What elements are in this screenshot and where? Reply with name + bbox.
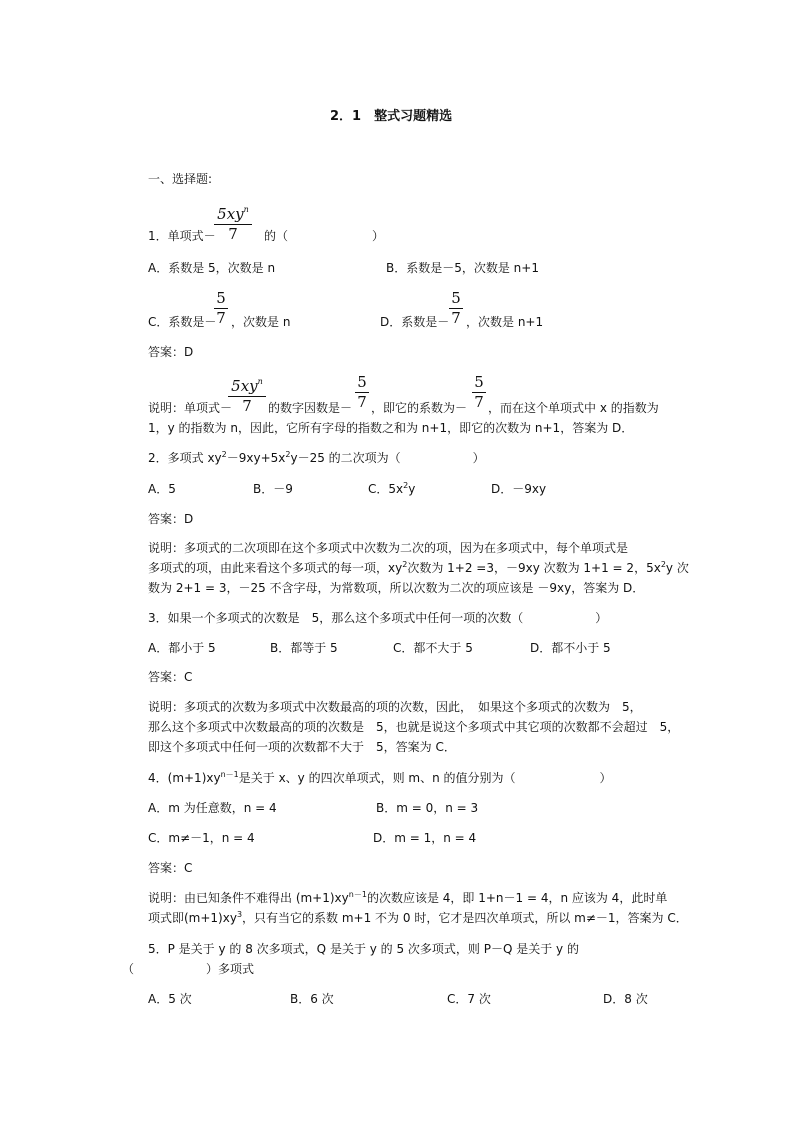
q2-explanation-line <box>148 561 689 575</box>
q4-stem-part: 4．(m+1)xy <box>148 771 221 785</box>
q2-stem-part: －9xy+5x <box>226 451 286 465</box>
q1-option-d-fraction <box>449 290 463 326</box>
superscript: n－1 <box>220 770 239 779</box>
fraction-denominator: 7 <box>357 393 367 411</box>
fraction-numerator: 5 <box>474 373 484 391</box>
q5-option-d: D．8 次 <box>603 992 648 1006</box>
q3-option-b: B．都等于 5 <box>270 641 338 655</box>
q3-option-a: A．都小于 5 <box>148 641 216 655</box>
q2-stem-part: 2．多项式 xy <box>148 451 222 465</box>
q5-option-a: A．5 次 <box>148 992 192 1006</box>
q5-stem: 5．P 是关于 y 的 8 次多项式，Q 是关于 y 的 5 次多项式，则 P－Q 是关于 y 的 <box>148 942 579 956</box>
fraction-numerator: 5xy <box>231 377 258 395</box>
fraction-denominator: 7 <box>451 309 461 327</box>
q2-option-c <box>368 482 415 496</box>
fraction-exponent: n <box>257 377 263 386</box>
q1-fraction-exponent: n <box>243 205 249 214</box>
q2-option-c-part: y <box>408 482 416 496</box>
q3-explanation-line: 说明：多项式的次数为多项式中次数最高的项的次数，因此， 如果这个多项式的次数为 5， <box>148 700 642 714</box>
q3-stem: 3．如果一个多项式的次数是 5，那么这个多项式中任何一项的次数（ ） <box>148 611 608 625</box>
q2-option-d: D．－9xy <box>491 482 547 496</box>
fraction-numerator: 5 <box>451 289 461 307</box>
q1-option-a: A．系数是 5，次数是 n <box>148 261 276 275</box>
q1-stem: 1．单项式－ <box>148 229 216 243</box>
q1-fraction-denominator: 7 <box>228 225 238 243</box>
q1-explanation-line: 1，y 的指数为 n，因此，它所有字母的指数之和为 n+1，即它的次数为 n+1，答案为 D． <box>148 421 634 435</box>
q1-explanation-fraction <box>228 374 266 414</box>
q1-explanation-part: 的数字因数是－ <box>268 401 353 415</box>
q5-option-b: B．6 次 <box>290 992 334 1006</box>
q1-explanation-part: ，即它的系数为－ <box>371 401 468 415</box>
fraction-denominator: 7 <box>216 309 226 327</box>
q4-option-b: B．m = 0，n = 3 <box>376 801 479 815</box>
q4-answer: 答案：C <box>148 861 193 875</box>
q2-option-b: B．－9 <box>253 482 293 496</box>
superscript: 2 <box>285 450 291 459</box>
superscript: 2 <box>660 560 666 569</box>
q4-explanation-part: 项式即(m+1)xy <box>148 911 237 925</box>
q1-explanation-fraction-3 <box>472 374 486 410</box>
q5-stem-continued: （ ）多项式 <box>122 962 255 976</box>
superscript: 2 <box>221 450 227 459</box>
superscript: n－1 <box>348 890 367 899</box>
q3-explanation-line: 即这个多项式中任何一项的次数都不大于 5，答案为 C． <box>148 740 456 754</box>
superscript: 2 <box>402 560 408 569</box>
superscript: 2 <box>403 481 409 490</box>
q1-explanation-fraction-2 <box>355 374 369 410</box>
q1-option-d-tail: ，次数是 n+1 <box>466 315 544 329</box>
q3-option-d: D．都不小于 5 <box>530 641 611 655</box>
q1-option-c: C．系数是－ <box>148 315 217 329</box>
fraction-denominator: 7 <box>474 393 484 411</box>
fraction-numerator: 5 <box>216 289 226 307</box>
q2-option-c-part: C．5x <box>368 482 404 496</box>
q4-option-a: A．m 为任意数，n = 4 <box>148 801 277 815</box>
q3-answer: 答案：C <box>148 670 193 684</box>
q4-explanation-line <box>148 911 688 925</box>
q4-stem-part: 是关于 x、y 的四次单项式，则 m、n 的值分别为（ ） <box>238 771 612 785</box>
q1-fraction-numerator: 5xy <box>217 205 244 223</box>
q2-explanation-part: 多项式的项，由此来看这个多项式的每一项，xy <box>148 561 403 575</box>
q1-option-c-tail: ，次数是 n <box>231 315 291 329</box>
q3-option-c: C．都不大于 5 <box>393 641 473 655</box>
superscript: 3 <box>236 910 243 919</box>
page-title: 2．1 整式习题精选 <box>330 109 453 124</box>
q2-explanation-line: 数为 2+1 = 3，－25 不含字母，为常数项，所以次数为二次的项应该是 －9xy，答案为 D． <box>148 581 645 595</box>
q2-stem-part: y－25 的二次项为（ ） <box>290 451 485 465</box>
fraction-numerator: 5 <box>357 373 367 391</box>
q1-option-d: D．系数是－ <box>380 315 450 329</box>
q5-option-c: C．7 次 <box>447 992 491 1006</box>
q1-fraction <box>214 202 252 242</box>
q1-explanation-start: 说明：单项式－ <box>148 401 233 415</box>
q2-answer: 答案：D <box>148 512 194 526</box>
q1-explanation-part: ，而在这个单项式中 x 的指数为 <box>488 401 659 415</box>
q4-stem <box>148 771 612 785</box>
q4-explanation-part: ，只有当它的系数 m+1 不为 0 时，它才是四次单项式，所以 m≠－1，答案为 C． <box>242 911 688 925</box>
fraction-denominator: 7 <box>242 397 252 415</box>
q4-option-c: C．m≠－1，n = 4 <box>148 831 255 845</box>
q3-explanation-line: 那么这个多项式中次数最高的项的次数是 5，也就是说这个多项式中其它项的次数都不会超过 5， <box>148 720 680 734</box>
q1-stem-tail: 的（ ） <box>264 229 385 243</box>
q4-explanation-part: 说明：由已知条件不难得出 (m+1)xy <box>148 891 349 905</box>
q2-explanation-part: 次数为 1+2 =3，－9xy 次数为 1+1 = 2，5x <box>407 561 661 575</box>
q2-explanation-part: y 次 <box>665 561 689 575</box>
q1-answer: 答案：D <box>148 345 194 359</box>
q4-explanation-line <box>148 891 667 905</box>
q4-option-d: D．m = 1，n = 4 <box>373 831 477 845</box>
q4-explanation-part: 的次数应该是 4，即 1+n－1 = 4，n 应该为 4，此时单 <box>366 891 668 905</box>
q2-option-a: A．5 <box>148 482 176 496</box>
q2-stem <box>148 451 485 465</box>
q2-explanation-line: 说明：多项式的二次项即在这个多项式中次数为二次的项，因为在多项式中，每个单项式是 <box>148 541 629 555</box>
q1-option-b: B．系数是－5，次数是 n+1 <box>386 261 539 275</box>
section-heading: 一、选择题: <box>148 172 213 186</box>
